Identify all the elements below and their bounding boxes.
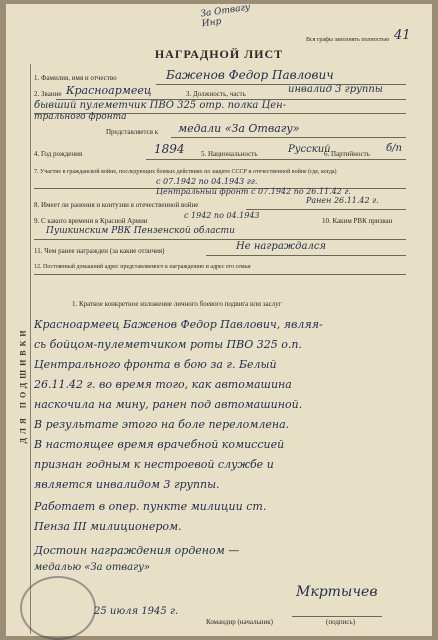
signature: Мкртычев: [296, 584, 378, 600]
narrative-line: сь бойцом-пулеметчиком роты ПВО 325 о.п.: [34, 338, 302, 351]
narrative-line: Центрального фронта в бою за г. Белый: [34, 358, 277, 371]
field-4-label: 4. Год рождения: [34, 150, 83, 158]
commander-label: Командир (начальник): [206, 618, 273, 626]
presented-value: медали «За Отвагу»: [178, 122, 300, 135]
corner-note: За Отвагу Инр: [199, 2, 251, 30]
field-7-label: 7. Участие в гражданской войне, последующих боевых действиях по защите СССР и отечественной войне (где, когда): [34, 169, 337, 175]
field-3-value-line-2: бывший пулеметчик ПВО 325 отр. полка Цен-: [34, 100, 287, 111]
narrative-line: признан годным к нестроевой службе и: [34, 458, 274, 471]
signature-label: (подпись): [326, 618, 356, 626]
field-9-value: с 1942 по 04.1943: [184, 211, 260, 220]
narrative-line: 26.11.42 г. во время того, как автомашина: [34, 378, 292, 391]
field-3-value-line-3: трального фронта: [34, 112, 127, 122]
signature-line: [292, 616, 382, 617]
field-8-value: Ранен 26.11.42 г.: [306, 196, 379, 205]
field-6-label: 6. Партийность: [324, 150, 370, 158]
field-7-value-line-2: Центральный фронт с 07.1942 по 26.11.42 г.: [156, 187, 351, 196]
field-3-value: инвалид 3 группы: [288, 84, 383, 95]
stamp: [20, 576, 96, 640]
narrative-line: медалью «За отвагу»: [34, 562, 151, 573]
narrative-line: В настоящее время врачебной комиссией: [34, 438, 285, 451]
footer-date: 25 июля 1945 г.: [94, 606, 179, 617]
field-5-label: 5. Национальность: [201, 150, 258, 158]
narrative-line: является инвалидом 3 группы.: [34, 478, 220, 491]
presented-label: Представляется к: [106, 128, 159, 136]
field-12-line: [34, 274, 406, 275]
narrative-line: Достоин награждения орденом —: [34, 544, 240, 557]
field-1-label: 1. Фамилия, имя и отчество: [34, 74, 117, 82]
field-6-value: б/п: [386, 143, 402, 154]
field-7-value: с 07.1942 по 04.1943 гг.: [156, 177, 258, 186]
margin-rule: [30, 64, 31, 634]
sheet-number: 41: [394, 28, 411, 43]
narrative-line: В результате этого на боле переломлена.: [34, 418, 290, 431]
field-2-value: Красноармеец: [66, 84, 152, 97]
field-12-label: 12. Постоянный домашний адрес представляемого к награждению и адрес его семьи: [34, 264, 251, 270]
field-2-label: 2. Звание: [34, 90, 62, 98]
field-10-label: 10. Каким РВК призван: [322, 217, 393, 225]
field-4-line: [146, 159, 406, 160]
field-4-value: 1894: [154, 142, 185, 156]
field-11-label: 11. Чем ранее награжден (за какие отличия): [34, 247, 165, 255]
narrative-line: наскочила на мину, ранен под автомашиной.: [34, 398, 303, 411]
presented-line: [171, 137, 406, 138]
field-10-line: [34, 239, 406, 240]
field-9-label: 9. С какого времени в Красной Армии: [34, 217, 148, 225]
narrative-line: Пенза III милиционером.: [34, 520, 182, 533]
field-8-line: [246, 209, 406, 210]
field-11-value: Не награждался: [236, 241, 327, 252]
field-5-value: Русский: [288, 144, 331, 155]
field-3-label: 3. Должность, часть: [186, 90, 246, 98]
field-10-value: Пушкинским РВК Пензенской области: [46, 226, 235, 236]
field-11-line: [206, 255, 406, 256]
margin-label: ДЛЯ ПОДШИВКИ: [18, 326, 28, 444]
narrative-line: Красноармеец Баженов Федор Павлович, являя-: [34, 318, 323, 331]
award-sheet: [6, 4, 432, 636]
narrative-line: Работает в опер. пункте милиции ст.: [34, 500, 267, 513]
section-title: 1. Краткое конкретное изложение личного боевого подвига или заслуг: [72, 300, 282, 308]
field-8-label: 8. Имеет ли ранения и контузии в отечественной войне: [34, 201, 199, 209]
field-1-value: Баженов Федор Павлович: [166, 68, 334, 82]
top-right-note: Вся графы заполнять полностью: [306, 37, 390, 43]
form-title: НАГРАДНОЙ ЛИСТ: [154, 47, 284, 61]
